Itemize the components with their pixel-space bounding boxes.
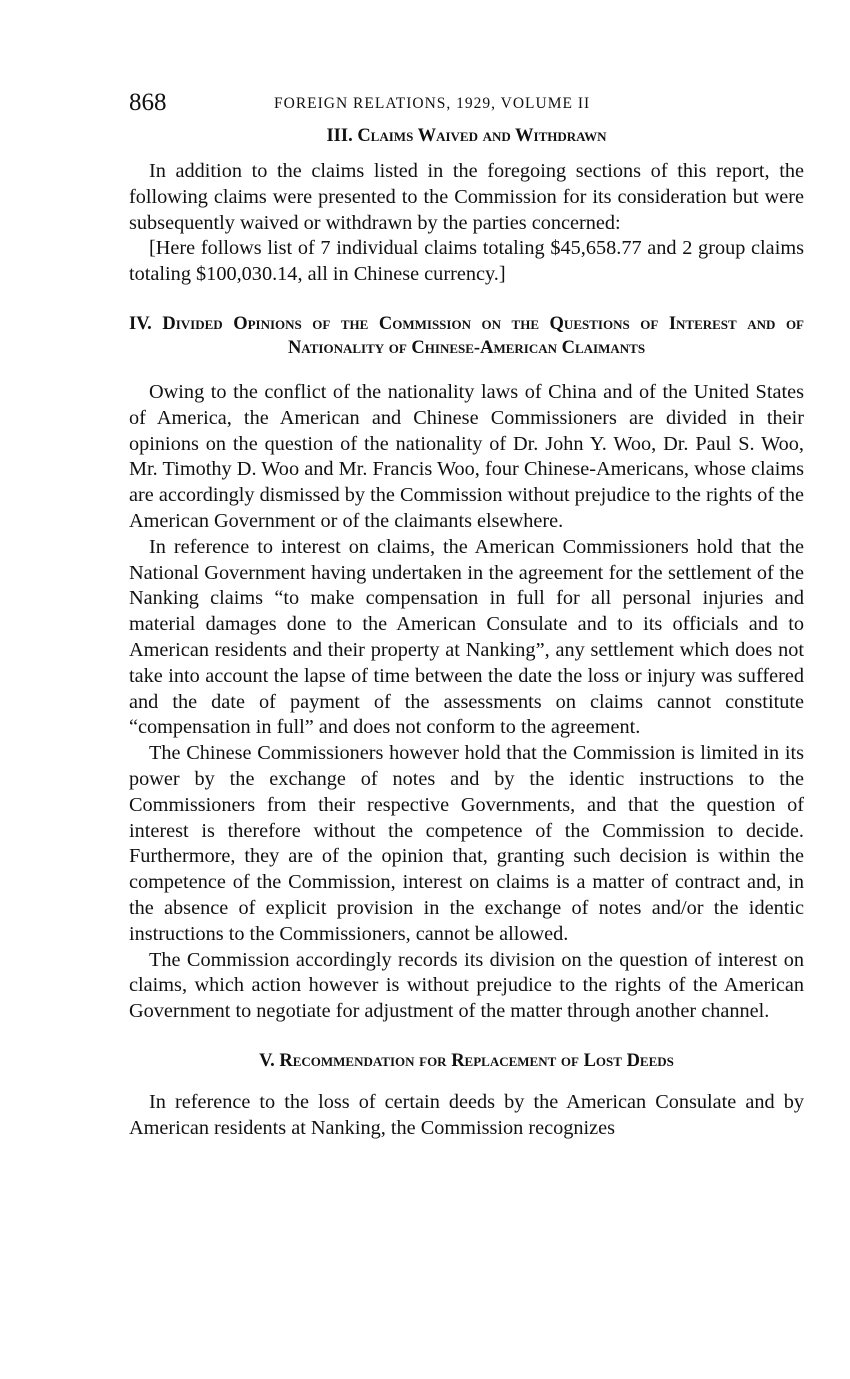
section-heading-iii: III. Claims Waived and Withdrawn xyxy=(326,126,607,146)
paragraph: In reference to the loss of certain deeds by the American Consulate and by American residents at Nanking, the Commission recognizes xyxy=(129,1090,804,1139)
paragraph: Owing to the conflict of the nationality laws of China and of the United States of America, the American and Chinese Commissioners are divided in their opinions on the question of the nationality of Dr. John Y. Woo, Dr. Paul S. Woo, Mr. Timothy D. Woo and Mr. Francis Woo, four Chinese-Americans, whose claims are accordingly dismissed by the Commission without prejudice to the rights of the American Government or of the claimants elsewhere. xyxy=(129,380,804,532)
paragraph: The Commission accordingly records its division on the question of interest on claims, which action however is without prejudice to the rights of the American Government to negotiate for adjustment of the matter through another channel. xyxy=(129,948,804,1023)
section-heading-iv: IV. Divided Opinions of the Commission on the Questions of Interest and of Nationality of Chinese-American Claimants xyxy=(129,313,804,358)
paragraph: [Here follows list of 7 individual claims totaling $45,658.77 and 2 group claims totaling $100,030.14, all in Chinese currency.] xyxy=(129,237,804,286)
running-title: FOREIGN RELATIONS, 1929, VOLUME II xyxy=(274,95,591,112)
paragraph: In addition to the claims listed in the foregoing sections of this report, the following claims were presented to the Commission for its consideration but were subsequently waived or withdrawn by the parties concerned: xyxy=(129,160,804,234)
document-page xyxy=(129,88,804,1142)
section-heading-v: V. Recommendation for Replacement of Lost Deeds xyxy=(259,1050,674,1071)
running-head xyxy=(129,88,804,124)
page-number: 868 xyxy=(129,89,167,116)
paragraph: In reference to interest on claims, the American Commissioners hold that the National Government having undertaken in the agreement for the settlement of the Nanking claims “to make compensation in full for all personal injuries and material damages done to the American Consulate and to its officials and to American residents and their property at Nanking”, any settlement which does not take into account the lapse of time between the date the loss or injury was suffered and the date of payment of the assessments on claims cannot constitute “compensation in full” and does not conform to the agreement. xyxy=(129,535,804,739)
paragraph: The Chinese Commissioners however hold that the Commission is limited in its power by the exchange of notes and by the identic instructions to the Commissioners from their respective Governments, and that the question of interest is therefore without the competence of the Commission to decide. Furthermore, they are of the opinion that, granting such decision is within the competence of the Commission, interest on claims is a matter of contract and, in the absence of explicit provision in the exchange of notes and/or the identic instructions to the Commissioners, cannot be allowed. xyxy=(129,742,804,945)
